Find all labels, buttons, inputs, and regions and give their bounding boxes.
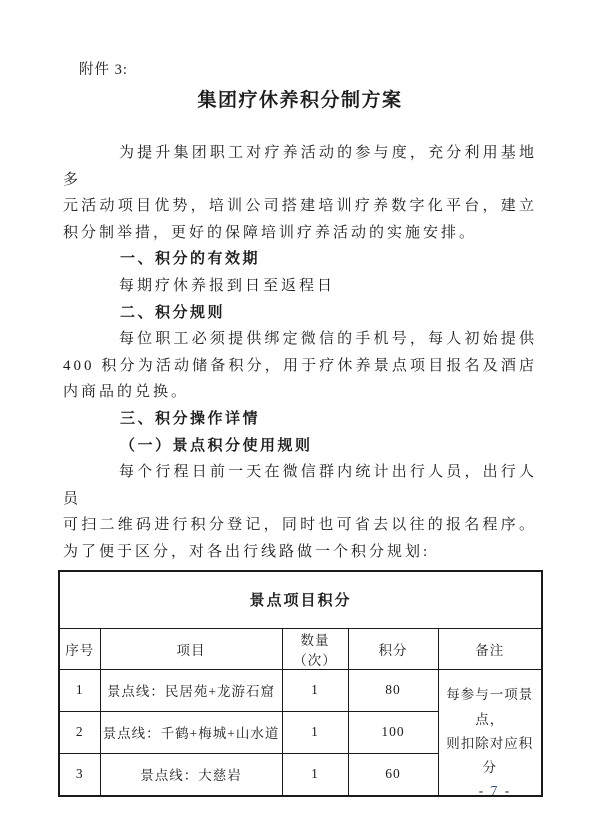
column-header-points: 积分 bbox=[348, 628, 438, 669]
document-body bbox=[63, 140, 537, 566]
cell-points: 100 bbox=[348, 711, 438, 753]
section-heading: 三、积分操作详情 bbox=[120, 409, 261, 427]
attachment-label: 附件 3: bbox=[79, 62, 128, 78]
cell-project: 景点线：大慈岩 bbox=[100, 753, 282, 796]
cell-project: 景点线：民居苑+龙游石窟 bbox=[100, 669, 282, 711]
page-number-dash-left: - bbox=[478, 783, 486, 798]
remark-line: 每参与一项景点， bbox=[446, 687, 534, 727]
body-line: 为了便于区分，对各出行线路做一个积分规划: bbox=[63, 543, 431, 560]
cell-no: 2 bbox=[59, 711, 100, 753]
cell-points: 80 bbox=[348, 669, 438, 711]
cell-no: 1 bbox=[59, 669, 100, 711]
body-line: 为提升集团职工对疗养活动的参与度，充分利用基地多 bbox=[63, 145, 537, 188]
cell-quantity: 1 bbox=[282, 711, 348, 753]
subsection-heading: （一）景点积分使用规则 bbox=[120, 436, 313, 454]
table-row bbox=[59, 669, 542, 711]
remark-line: 则扣除对应积分 bbox=[446, 736, 534, 776]
cell-quantity: 1 bbox=[282, 669, 348, 711]
body-line: 每个行程日前一天在微信群内统计出行人员，出行人员 bbox=[63, 464, 537, 507]
cell-remark bbox=[438, 669, 542, 796]
body-line: 每位职工必须提供绑定微信的手机号，每人初始提供 bbox=[119, 331, 537, 348]
body-line: 每期疗休养报到日至返程日 bbox=[119, 277, 336, 294]
table-title: 景点项目积分 bbox=[59, 571, 542, 629]
section-heading: 二、积分规则 bbox=[120, 303, 226, 321]
body-line: 元活动项目优势，培训公司搭建培训疗养数字化平台，建立 bbox=[63, 198, 537, 215]
body-line: 可扫二维码进行积分登记，同时也可省去以往的报名程序。 bbox=[63, 517, 537, 534]
column-header-remark: 备注 bbox=[438, 628, 542, 669]
page-number bbox=[455, 783, 535, 799]
column-header-no: 序号 bbox=[59, 628, 100, 669]
body-line: 400 积分为活动储备积分，用于疗休养景点项目报名及酒店 bbox=[63, 357, 537, 374]
points-table bbox=[58, 570, 543, 797]
cell-quantity: 1 bbox=[282, 753, 348, 796]
body-line: 积分制举措，更好的保障培训疗养活动的实施安排。 bbox=[63, 224, 478, 241]
cell-no: 3 bbox=[59, 753, 100, 796]
body-line: 内商品的兑换。 bbox=[63, 384, 190, 401]
page-number-value: 7 bbox=[490, 783, 500, 798]
page-number-dash-right: - bbox=[504, 783, 512, 798]
column-header-project: 项目 bbox=[100, 628, 282, 669]
column-header-quantity: 数量（次） bbox=[282, 628, 348, 669]
cell-points: 60 bbox=[348, 753, 438, 796]
cell-project: 景点线：千鹤+梅城+山水道 bbox=[100, 711, 282, 753]
document-title: 集团疗休养积分制方案 bbox=[197, 90, 403, 111]
section-heading: 一、积分的有效期 bbox=[120, 250, 261, 268]
